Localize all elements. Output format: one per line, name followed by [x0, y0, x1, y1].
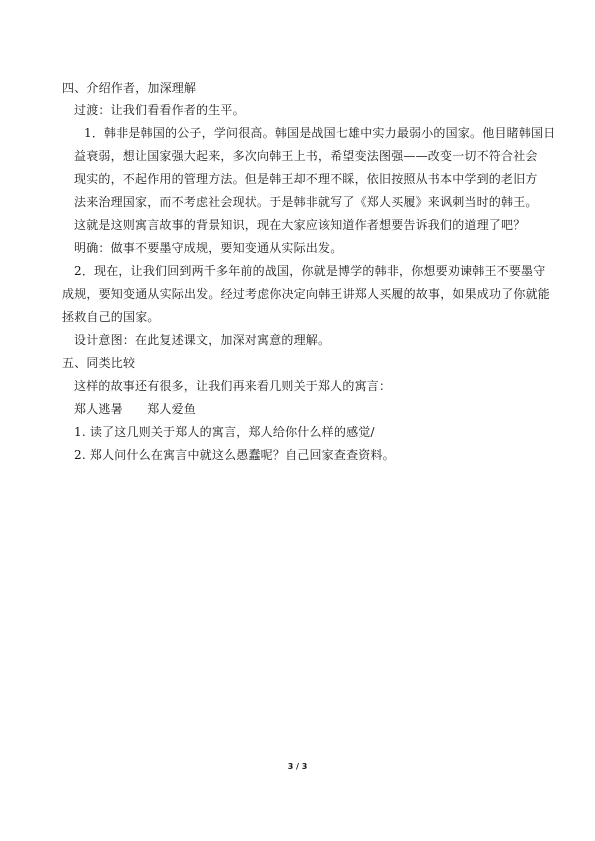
transition-text: 过渡：让我们看看作者的生平。	[74, 103, 245, 117]
clarify-text: 明确：做事不要墨守成规，要知变通从实际出发。	[74, 241, 343, 255]
paragraph-line: 现实的，不起作用的管理方法。但是韩王却不理不睬，依旧按照从书本中学到的老旧方	[74, 172, 538, 186]
paragraph-line: 2．现在，让我们回到两千多年前的战国，你就是博学的韩非，你想要劝谏韩王不要墨守	[74, 264, 546, 278]
paragraph-line: 法来治理国家，而不考虑社会现状。于是韩非就写了《郑人买履》来讽刺当时的韩王。	[74, 195, 538, 209]
paragraph-line: 这就是这则寓言故事的背景知识，现在大家应该知道作者想要告诉我们的道理了吧？	[74, 218, 526, 232]
paragraph-line: 益衰弱，想让国家强大起来，多次向韩王上书，希望变法图强——改变一切不符合社会	[74, 149, 538, 163]
intro-text: 这样的故事还有很多，让我们再来看几则关于郑人的寓言：	[74, 379, 392, 393]
paragraph-line: 1．韩非是韩国的公子，学问很高。韩国是战国七雄中实力最弱小的国家。他目睹韩国日	[84, 126, 556, 140]
paragraph-line: 拯救自己的国家。	[62, 310, 160, 324]
question-1: 1. 读了这几则关于郑人的寓言，郑人给你什么样的感觉/	[74, 425, 375, 439]
story-titles: 郑人逃暑 郑人爱鱼	[74, 402, 197, 416]
question-2: 2. 郑人问什么在寓言中就这么愚蠢呢？自己回家查查资料。	[74, 448, 395, 462]
section-five-heading: 五、同类比较	[62, 356, 136, 370]
design-intent-text: 设计意图：在此复述课文，加深对寓意的理解。	[74, 333, 331, 347]
page-number: 3 / 3	[287, 762, 308, 771]
paragraph-line: 成规，要知变通从实际出发。经过考虑你决定向韩王讲郑人买履的故事，如果成功了你就能	[62, 287, 551, 301]
section-four-heading: 四、介绍作者，加深理解	[62, 81, 197, 95]
